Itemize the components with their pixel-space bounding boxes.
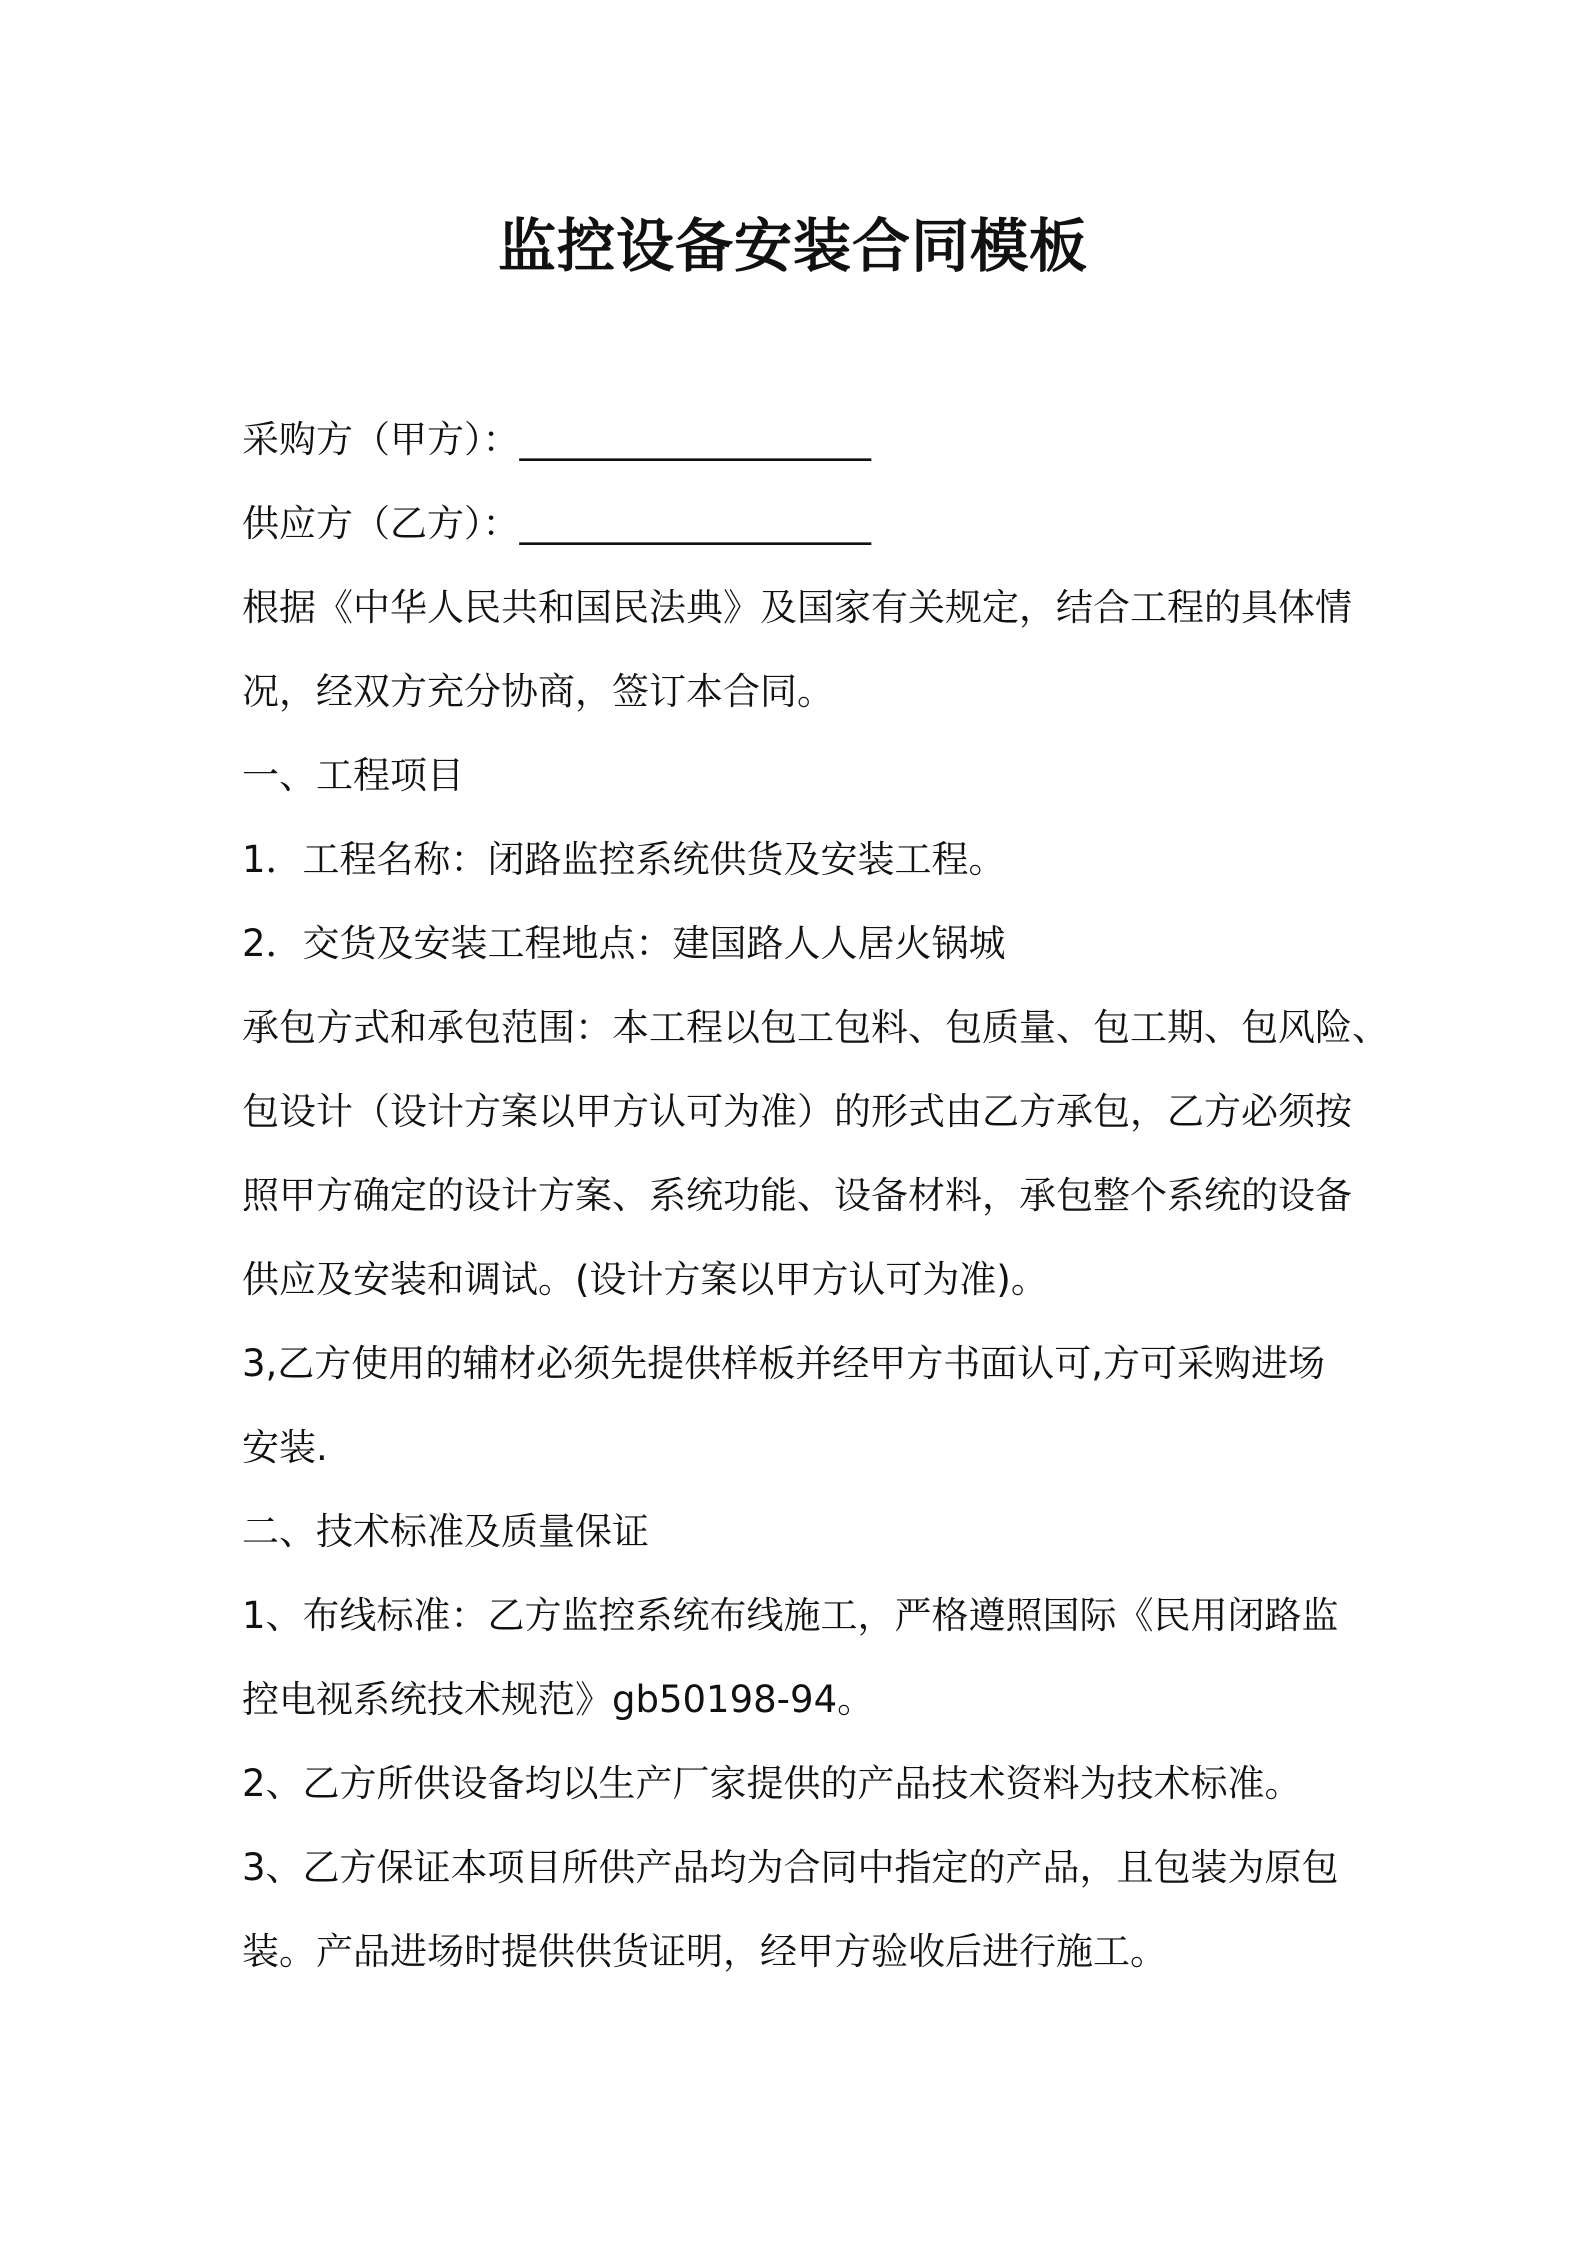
product-guarantee-line-1: 3、乙方保证本项目所供产品均为合同中指定的产品，且包装为原包 [242,1846,1339,1889]
contract-scope-line-3: 照甲方确定的设计方案、系统功能、设备材料，承包整个系统的设备 [242,1174,1352,1217]
product-guarantee-line-2: 装。产品进场时提供供货证明，经甲方验收后进行施工。 [242,1930,1167,1973]
project-name-line: 1．工程名称：闭路监控系统供货及安装工程。 [242,838,1006,881]
section-heading-project: 一、工程项目 [242,754,464,797]
preamble-line-2: 况，经双方充分协商，签订本合同。 [242,670,834,713]
party-b-line: 供应方（乙方）：___________________ [242,502,871,545]
contract-scope-line-4: 供应及安装和调试。(设计方案以甲方认可为准)。 [242,1258,1048,1301]
project-location-line: 2．交货及安装工程地点：建国路人人居火锅城 [242,922,1006,965]
document-body [242,398,1389,1994]
section-heading-standards: 二、技术标准及质量保证 [242,1510,649,1553]
auxiliary-material-line-2: 安装. [242,1426,328,1469]
contract-scope-line-2: 包设计（设计方案以甲方认可为准）的形式由乙方承包，乙方必须按 [242,1090,1352,1133]
auxiliary-material-line-1: 3,乙方使用的辅材必须先提供样板并经甲方书面认可,方可采购进场 [242,1342,1326,1385]
wiring-standard-line-1: 1、布线标准：乙方监控系统布线施工，严格遵照国际《民用闭路监 [242,1594,1339,1637]
party-a-line: 采购方（甲方）：___________________ [242,418,871,461]
contract-scope-line-1: 承包方式和承包范围：本工程以包工包料、包质量、包工期、包风险、 [242,1006,1389,1049]
wiring-standard-line-2: 控电视系统技术规范》gb50198-94。 [242,1678,875,1721]
document-title: 监控设备安装合同模板 [497,212,1088,280]
equipment-standard-line: 2、乙方所供设备均以生产厂家提供的产品技术资料为技术标准。 [242,1762,1302,1805]
preamble-line-1: 根据《中华人民共和国民法典》及国家有关规定，结合工程的具体情 [242,586,1352,629]
